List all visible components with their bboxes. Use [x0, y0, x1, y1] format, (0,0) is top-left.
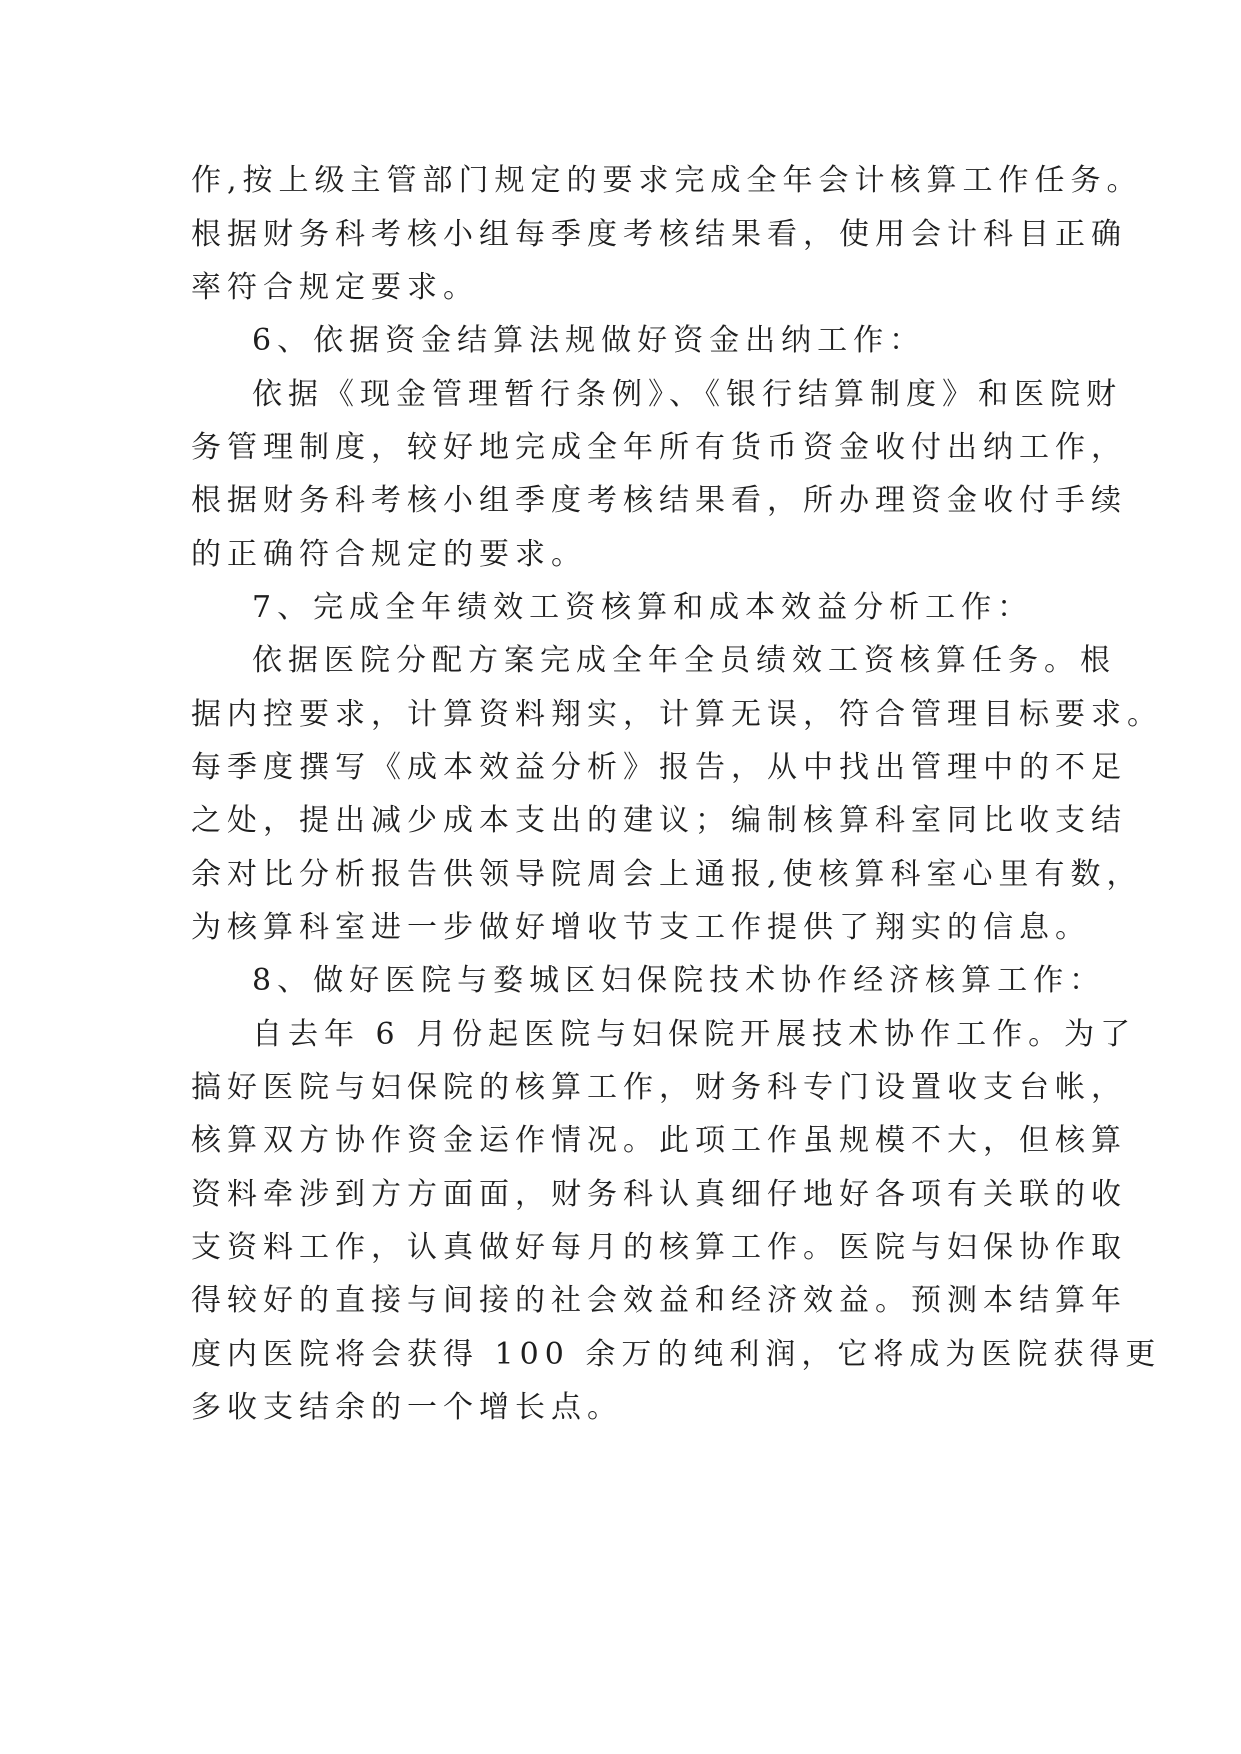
- text-line: 依据《现金管理暂行条例》、《银行结算制度》和医院财: [252, 377, 1122, 412]
- text-line: 作,按上级主管部门规定的要求完成全年会计核算工作任务。: [191, 163, 1143, 198]
- text-line: 余对比分析报告供领导院周会上通报,使核算科室心里有数，: [191, 857, 1143, 892]
- text-line: 的正确符合规定的要求。: [191, 537, 587, 572]
- text-line: 资料牵涉到方方面面，财务科认真细仔地好各项有关联的收: [191, 1177, 1127, 1212]
- text-line: 度内医院将会获得 100 余万的纯利润，它将成为医院获得更: [191, 1337, 1162, 1372]
- text-line: 务管理制度，较好地完成全年所有货币资金收付出纳工作，: [191, 430, 1127, 465]
- text-line: 核算双方协作资金运作情况。此项工作虽规模不大，但核算: [191, 1123, 1127, 1158]
- text-line: 自去年 6 月份起医院与妇保院开展技术协作工作。为了: [252, 1017, 1137, 1052]
- text-line: 每季度撰写《成本效益分析》报告，从中找出管理中的不足: [191, 750, 1127, 785]
- text-line: 之处，提出减少成本支出的建议；编制核算科室同比收支结: [191, 803, 1127, 838]
- text-line: 据内控要求，计算资料翔实，计算无误，符合管理目标要求。: [191, 697, 1163, 732]
- section-heading: 8、做好医院与婺城区妇保院技术协作经济核算工作：: [252, 963, 1106, 998]
- text-line: 支资料工作，认真做好每月的核算工作。医院与妇保协作取: [191, 1230, 1127, 1265]
- text-line: 得较好的直接与间接的社会效益和经济效益。预测本结算年: [191, 1283, 1127, 1318]
- text-line: 根据财务科考核小组季度考核结果看，所办理资金收付手续: [191, 483, 1127, 518]
- text-line: 搞好医院与妇保院的核算工作，财务科专门设置收支台帐，: [191, 1070, 1127, 1105]
- text-line: 多收支结余的一个增长点。: [191, 1390, 623, 1425]
- section-heading: 7、完成全年绩效工资核算和成本效益分析工作：: [252, 590, 1034, 625]
- section-heading: 6、依据资金结算法规做好资金出纳工作：: [252, 323, 926, 358]
- text-line: 为核算科室进一步做好增收节支工作提供了翔实的信息。: [191, 910, 1091, 945]
- text-line: 根据财务科考核小组每季度考核结果看，使用会计科目正确: [191, 217, 1127, 252]
- text-line: 率符合规定要求。: [191, 270, 479, 305]
- text-line: 依据医院分配方案完成全年全员绩效工资核算任务。根: [252, 643, 1116, 678]
